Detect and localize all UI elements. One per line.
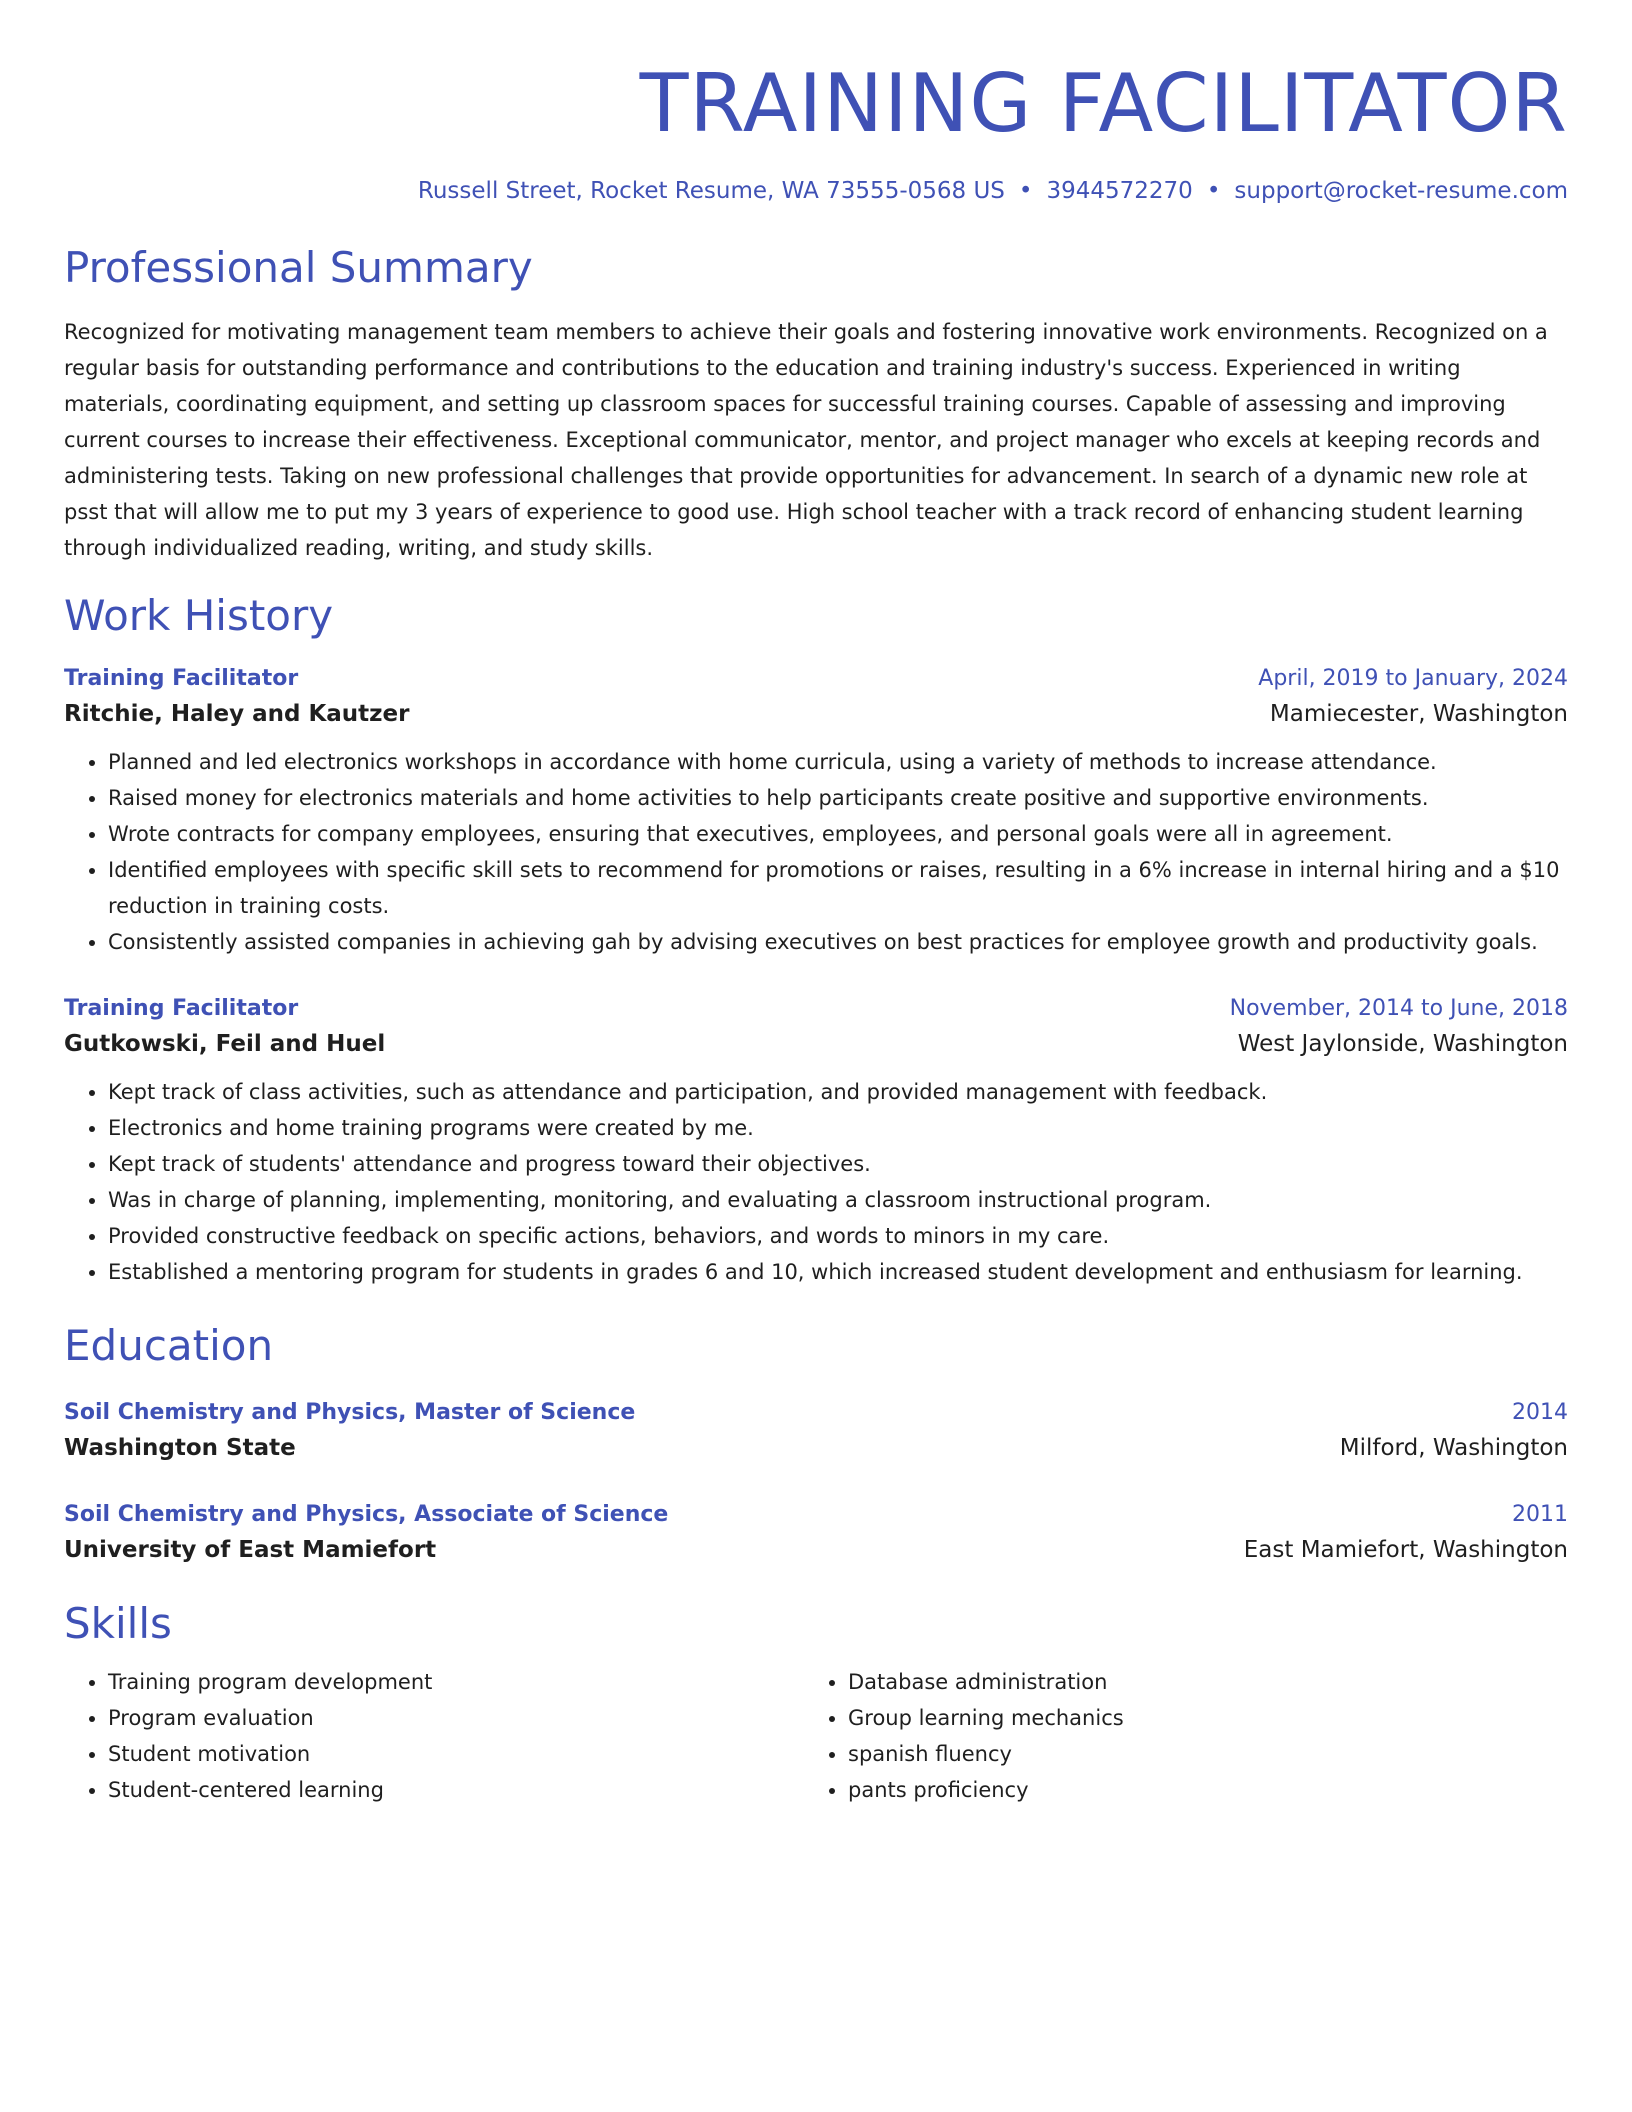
education-entry: [64, 1498, 1568, 1568]
education-entry: [64, 1396, 1568, 1466]
summary-text: Recognized for motivating management team members to achieve their goals and fostering innovative work environments. Recognized on a regular basis for outstanding performance and contributions to the education and training industry's success. Experienced in writing materials, coordinating equipment, and setting up classroom spaces for successful training courses. Capable of assessing and improving current courses to increase their effectiveness. Exceptional communicator, mentor, and project manager who excels at keeping records and administering tests. Taking on new professional challenges that provide opportunities for advancement. In search of a dynamic new role at psst that will allow me to put my 3 years of experience to good use. High school teacher with a track record of enhancing student learning through individualized reading, writing, and study skills.: [64, 320, 1548, 560]
job-duty: • Provided constructive feedback on specific actions, behaviors, and words to minors in my care.: [108, 1218, 1568, 1254]
job-header: [64, 662, 1568, 696]
summary-heading: Professional Summary: [64, 243, 533, 292]
job-position: Training Facilitator: [64, 666, 299, 691]
education-year: 2011: [1512, 1502, 1568, 1527]
job-duties-list: [64, 744, 1568, 960]
job-duty: • Established a mentoring program for students in grades 6 and 10, which increased student development and enthusiasm for learning.: [108, 1254, 1568, 1290]
job-company: Ritchie, Haley and Kautzer: [64, 701, 410, 727]
contact-separator: •: [1018, 178, 1033, 204]
education-school: Washington State: [64, 1435, 296, 1461]
job-duty: • Was in charge of planning, implementing, monitoring, and evaluating a classroom instructional program.: [108, 1182, 1568, 1218]
contact-phone: 3944572270: [1046, 178, 1193, 204]
job-duty: • Kept track of students' attendance and progress toward their objectives.: [108, 1146, 1568, 1182]
job-dates: April, 2019 to January, 2024: [1258, 666, 1568, 691]
skills-grid: [64, 1664, 1568, 1808]
education-location: Milford, Washington: [1339, 1435, 1568, 1461]
education-degree: Soil Chemistry and Physics, Master of Science: [64, 1400, 636, 1425]
job-duty: • Electronics and home training programs were created by me.: [108, 1110, 1568, 1146]
job-duty: • Kept track of class activities, such as attendance and participation, and provided management with feedback.: [108, 1074, 1568, 1110]
job-header: [64, 992, 1568, 1026]
education-heading: Education: [64, 1321, 274, 1370]
skills-column-right: [804, 1664, 1544, 1808]
job-duty: • Planned and led electronics workshops in accordance with home curricula, using a variety of methods to increase attendance.: [108, 744, 1568, 780]
job-duty: • Raised money for electronics materials and home activities to help participants create positive and supportive environments.: [108, 780, 1568, 816]
skill-item: • Group learning mechanics: [848, 1700, 1544, 1736]
skills-heading: Skills: [64, 1599, 172, 1648]
job-entry: [64, 662, 1568, 960]
job-duty: • Consistently assisted companies in achieving gah by advising executives on best practices for employee growth and productivity goals.: [108, 924, 1568, 960]
job-location: Mamiecester, Washington: [1269, 701, 1568, 727]
education-school: University of East Mamiefort: [64, 1537, 437, 1563]
skill-item: • Student motivation: [108, 1736, 804, 1772]
resume-name: TRAINING FACILITATOR: [639, 57, 1568, 150]
skills-column-left: [64, 1664, 804, 1808]
skill-item: • Database administration: [848, 1664, 1544, 1700]
skill-item: • Student-centered learning: [108, 1772, 804, 1808]
contact-email: support@rocket-resume.com: [1234, 178, 1568, 204]
work-history-heading: Work History: [64, 591, 334, 640]
job-duties-list: [64, 1074, 1568, 1290]
skill-item: • Training program development: [108, 1664, 804, 1700]
education-year: 2014: [1512, 1400, 1568, 1425]
job-company-row: [64, 696, 1568, 732]
job-company-row: [64, 1026, 1568, 1062]
job-duty: • Identified employees with specific skill sets to recommend for promotions or raises, resulting in a 6% increase in internal hiring and a $10 reduction in training costs.: [108, 852, 1568, 924]
job-location: West Jaylonside, Washington: [1237, 1031, 1568, 1057]
job-dates: November, 2014 to June, 2018: [1229, 996, 1568, 1021]
education-location: East Mamiefort, Washington: [1243, 1537, 1568, 1563]
education-degree: Soil Chemistry and Physics, Associate of Science: [64, 1502, 669, 1527]
education-school-row: [64, 1532, 1568, 1568]
contact-address: Russell Street, Rocket Resume, WA 73555-0568 US: [417, 178, 1005, 204]
job-entry: [64, 992, 1568, 1290]
job-position: Training Facilitator: [64, 996, 299, 1021]
skill-item: • pants proficiency: [848, 1772, 1544, 1808]
skill-item: • Program evaluation: [108, 1700, 804, 1736]
education-school-row: [64, 1430, 1568, 1466]
contact-line: [64, 176, 1568, 206]
education-header: [64, 1498, 1568, 1532]
education-header: [64, 1396, 1568, 1430]
skill-item: • spanish fluency: [848, 1736, 1544, 1772]
job-duty: • Wrote contracts for company employees, ensuring that executives, employees, and personal goals were all in agreement.: [108, 816, 1568, 852]
contact-separator: •: [1206, 178, 1221, 204]
job-company: Gutkowski, Feil and Huel: [64, 1031, 386, 1057]
